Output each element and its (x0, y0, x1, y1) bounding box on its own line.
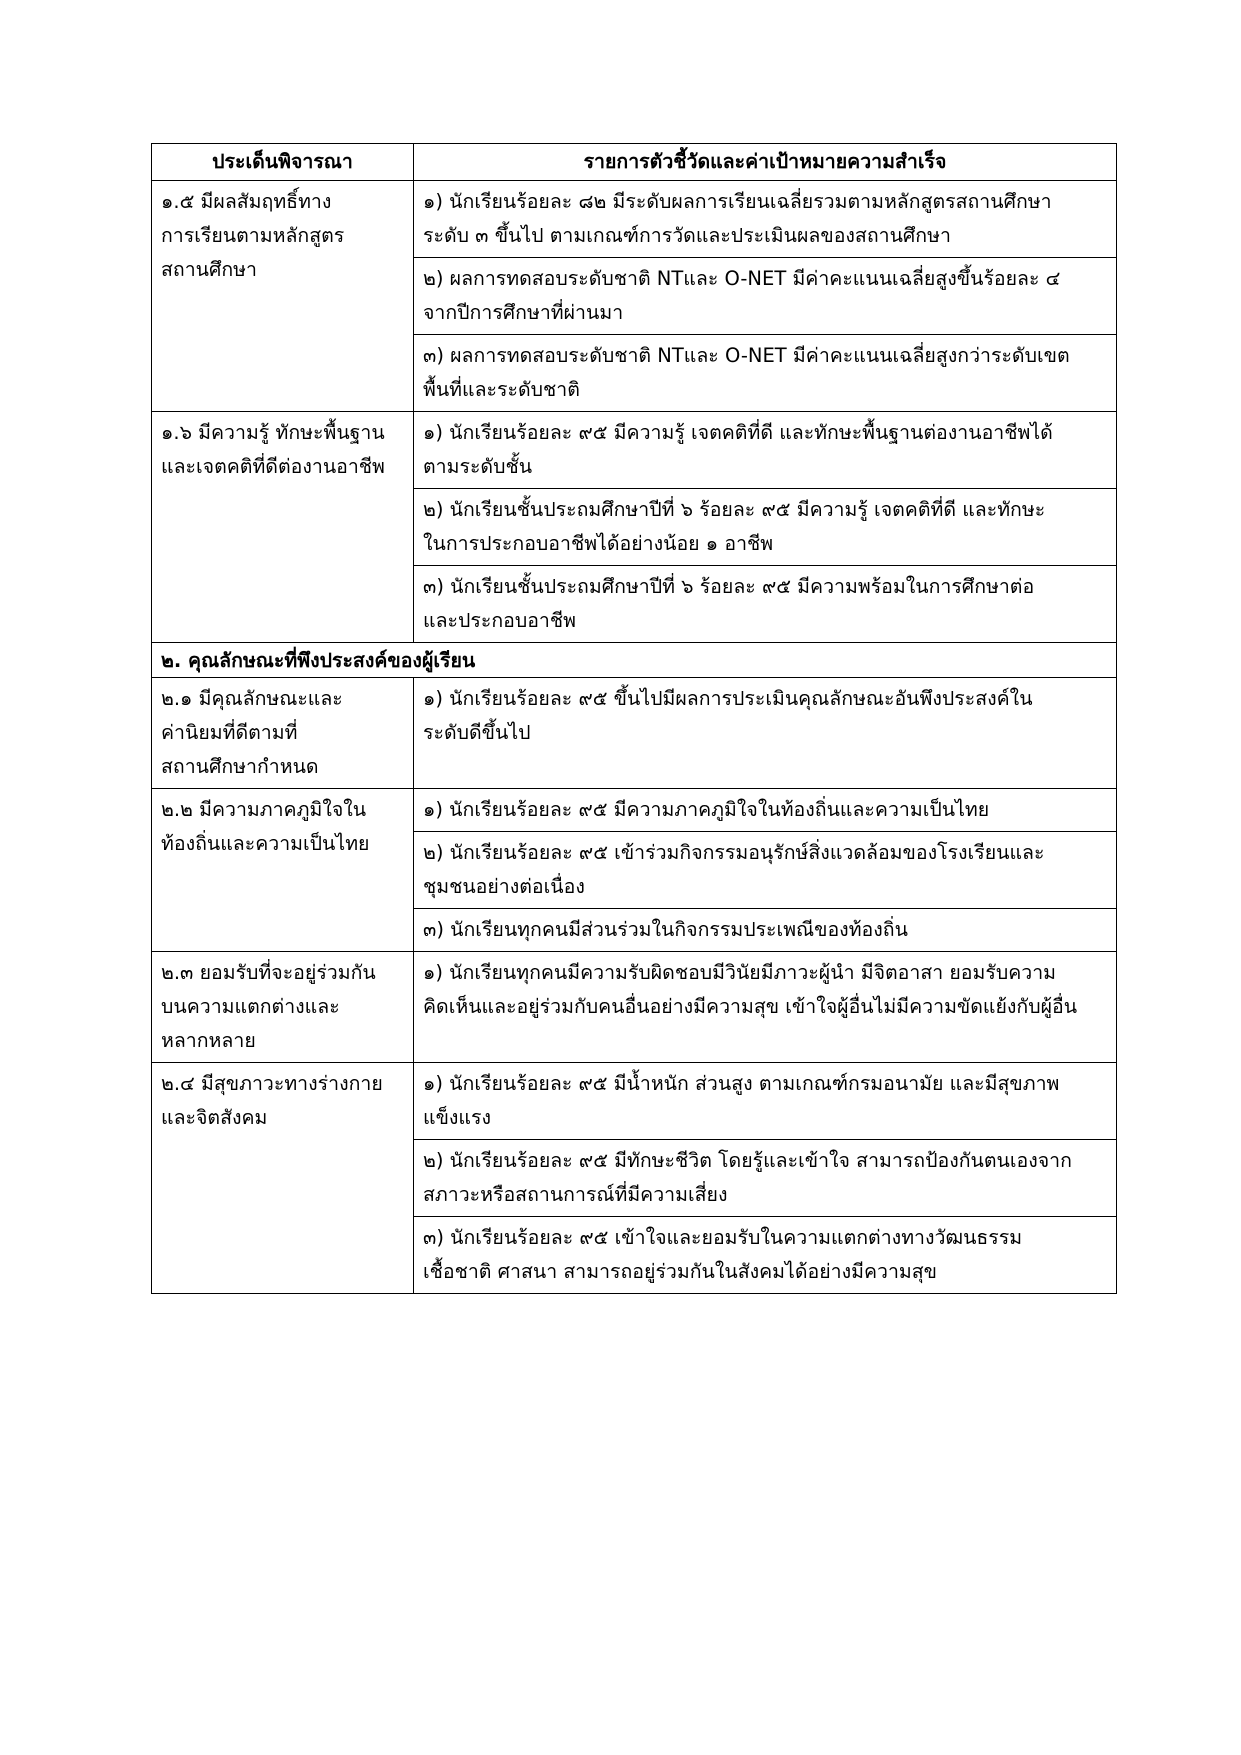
section-2-heading: ๒. คุณลักษณะที่พึงประสงค์ของผู้เรียน (152, 643, 1117, 678)
table-row (152, 789, 1117, 832)
header-indicators: รายการตัวชี้วัดและค่าเป้าหมายความสำเร็จ (414, 144, 1117, 181)
indicator-1-5-1: ๑) นักเรียนร้อยละ ๘๒ มีระดับผลการเรียนเฉลี่ยรวมตามหลักสูตรสถานศึกษา ระดับ ๓ ขึ้นไป ตามเกณฑ์การวัดและประเมินผลของสถานศึกษา (414, 181, 1117, 258)
criterion-2-2: ๒.๒ มีความภาคภูมิใจใน ท้องถิ่นและความเป็นไทย (152, 789, 414, 952)
indicator-1-6-3: ๓) นักเรียนชั้นประถมศึกษาปีที่ ๖ ร้อยละ ๙๕ มีความพร้อมในการศึกษาต่อ และประกอบอาชีพ (414, 566, 1117, 643)
indicator-2-1-1: ๑) นักเรียนร้อยละ ๙๕ ขึ้นไปมีผลการประเมินคุณลักษณะอันพึงประสงค์ใน ระดับดีขึ้นไป (414, 678, 1117, 789)
table-header-row (152, 144, 1117, 181)
table-row (152, 952, 1117, 1063)
table-row (152, 1063, 1117, 1140)
criterion-2-1: ๒.๑ มีคุณลักษณะและ ค่านิยมที่ดีตามที่ สถานศึกษากำหนด (152, 678, 414, 789)
criterion-2-4: ๒.๔ มีสุขภาวะทางร่างกาย และจิตสังคม (152, 1063, 414, 1294)
header-consideration: ประเด็นพิจารณา (152, 144, 414, 181)
criteria-table (151, 143, 1117, 1294)
table-row (152, 181, 1117, 258)
indicator-2-4-2: ๒) นักเรียนร้อยละ ๙๕ มีทักษะชีวิต โดยรู้และเข้าใจ สามารถป้องกันตนเองจาก สภาวะหรือสถานการณ์ที่มีความเสี่ยง (414, 1140, 1117, 1217)
indicator-1-5-2: ๒) ผลการทดสอบระดับชาติ NTและ O-NET มีค่าคะแนนเฉลี่ยสูงขึ้นร้อยละ ๔ จากปีการศึกษาที่ผ่านมา (414, 258, 1117, 335)
indicator-2-2-1: ๑) นักเรียนร้อยละ ๙๕ มีความภาคภูมิใจในท้องถิ่นและความเป็นไทย (414, 789, 1117, 832)
indicator-1-6-1: ๑) นักเรียนร้อยละ ๙๕ มีความรู้ เจตคติที่ดี และทักษะพื้นฐานต่องานอาชีพได้ ตามระดับชั้น (414, 412, 1117, 489)
indicator-1-5-3: ๓) ผลการทดสอบระดับชาติ NTและ O-NET มีค่าคะแนนเฉลี่ยสูงกว่าระดับเขต พื้นที่และระดับชาติ (414, 335, 1117, 412)
table-row (152, 412, 1117, 489)
table-row (152, 643, 1117, 678)
criterion-2-3: ๒.๓ ยอมรับที่จะอยู่ร่วมกัน บนความแตกต่างและ หลากหลาย (152, 952, 414, 1063)
indicator-2-2-2: ๒) นักเรียนร้อยละ ๙๕ เข้าร่วมกิจกรรมอนุรักษ์สิ่งแวดล้อมของโรงเรียนและ ชุมชนอย่างต่อเนื่อง (414, 832, 1117, 909)
table-row (152, 678, 1117, 789)
indicator-2-4-1: ๑) นักเรียนร้อยละ ๙๕ มีน้ำหนัก ส่วนสูง ตามเกณฑ์กรมอนามัย และมีสุขภาพ แข็งแรง (414, 1063, 1117, 1140)
indicator-2-3-1: ๑) นักเรียนทุกคนมีความรับผิดชอบมีวินัยมีภาวะผู้นำ มีจิตอาสา ยอมรับความ คิดเห็นและอยู่ร่วมกับคนอื่นอย่างมีความสุข เข้าใจผู้อื่นไม่มีความขัดแย้งกับผู้อื่น (414, 952, 1117, 1063)
criterion-1-5: ๑.๕ มีผลสัมฤทธิ์ทาง การเรียนตามหลักสูตร สถานศึกษา (152, 181, 414, 412)
indicator-1-6-2: ๒) นักเรียนชั้นประถมศึกษาปีที่ ๖ ร้อยละ ๙๕ มีความรู้ เจตคติที่ดี และทักษะ ในการประกอบอาชีพได้อย่างน้อย ๑ อาชีพ (414, 489, 1117, 566)
indicator-2-4-3: ๓) นักเรียนร้อยละ ๙๕ เข้าใจและยอมรับในความแตกต่างทางวัฒนธรรม เชื้อชาติ ศาสนา สามารถอยู่ร่วมกันในสังคมได้อย่างมีความสุข (414, 1217, 1117, 1294)
indicator-2-2-3: ๓) นักเรียนทุกคนมีส่วนร่วมในกิจกรรมประเพณีของท้องถิ่น (414, 909, 1117, 952)
criterion-1-6: ๑.๖ มีความรู้ ทักษะพื้นฐาน และเจตคติที่ดีต่องานอาชีพ (152, 412, 414, 643)
